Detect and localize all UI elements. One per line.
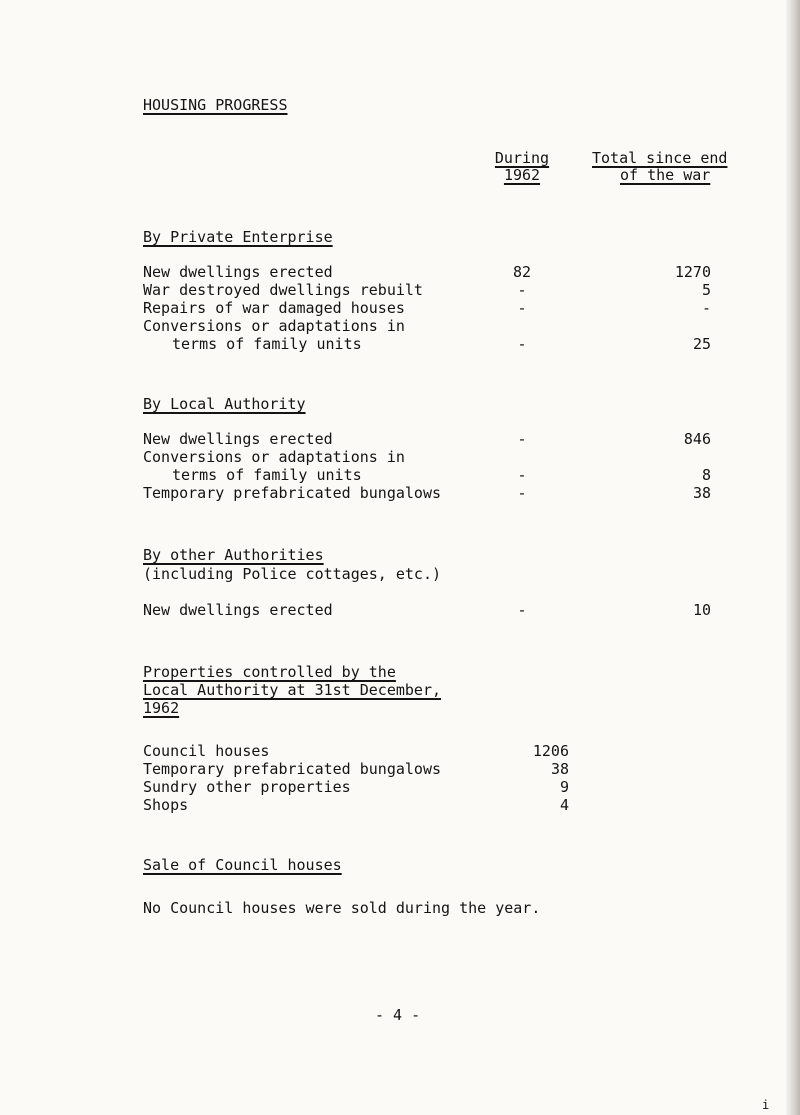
header-during-line1: During [494, 149, 550, 167]
section-heading-properties-3: 1962 [143, 699, 180, 717]
property-value: 9 [559, 778, 569, 796]
header-total-line1: Total since end [592, 149, 728, 167]
row-during-value: - [517, 484, 527, 502]
row-total-value: 846 [683, 430, 711, 448]
row-total-value: 5 [701, 281, 711, 299]
sale-statement: No Council houses were sold during the year. [143, 899, 541, 917]
section-heading-local: By Local Authority [143, 395, 306, 413]
row-during-value: - [517, 335, 527, 353]
section-heading-sale: Sale of Council houses [143, 856, 342, 874]
row-total-value: 8 [701, 466, 711, 484]
header-total-line2: of the war [620, 166, 711, 184]
row-during-value: - [517, 430, 527, 448]
page-edge-shadow [786, 0, 800, 1115]
row-total-value: 38 [692, 484, 711, 502]
page-title: HOUSING PROGRESS [143, 96, 288, 114]
row-during-value: - [517, 466, 527, 484]
row-label: Repairs of war damaged houses [143, 299, 405, 317]
property-label: Sundry other properties [143, 778, 351, 796]
property-label: Temporary prefabricated bungalows [143, 760, 442, 778]
row-total-value: 1270 [674, 263, 711, 281]
row-label: New dwellings erected [143, 430, 333, 448]
row-total-value: - [701, 299, 711, 317]
row-during-value: - [517, 299, 527, 317]
page-number: - 4 - [375, 1006, 421, 1024]
corner-mark: i [762, 1098, 770, 1112]
row-label-continued: terms of family units [172, 466, 362, 484]
section-heading-private: By Private Enterprise [143, 228, 333, 246]
row-label: War destroyed dwellings rebuilt [143, 281, 423, 299]
section-subheading-other: (including Police cottages, etc.) [143, 565, 442, 583]
section-heading-properties-1: Properties controlled by the [143, 663, 396, 681]
header-during-line2: 1962 [503, 166, 541, 184]
property-value: 1206 [532, 742, 569, 760]
row-during-value: - [517, 281, 527, 299]
row-label: New dwellings erected [143, 601, 333, 619]
row-label-continued: terms of family units [172, 335, 362, 353]
row-during-value: 82 [512, 263, 532, 281]
section-heading-other: By other Authorities [143, 546, 324, 564]
row-during-value: - [517, 601, 527, 619]
row-label: New dwellings erected [143, 263, 333, 281]
property-value: 38 [550, 760, 569, 778]
property-value: 4 [559, 796, 569, 814]
row-label: Conversions or adaptations in [143, 448, 405, 466]
row-total-value: 25 [692, 335, 711, 353]
section-heading-properties-2: Local Authority at 31st December, [143, 681, 442, 699]
row-label: Conversions or adaptations in [143, 317, 405, 335]
property-label: Council houses [143, 742, 270, 760]
property-label: Shops [143, 796, 189, 814]
row-label: Temporary prefabricated bungalows [143, 484, 442, 502]
row-total-value: 10 [692, 601, 711, 619]
